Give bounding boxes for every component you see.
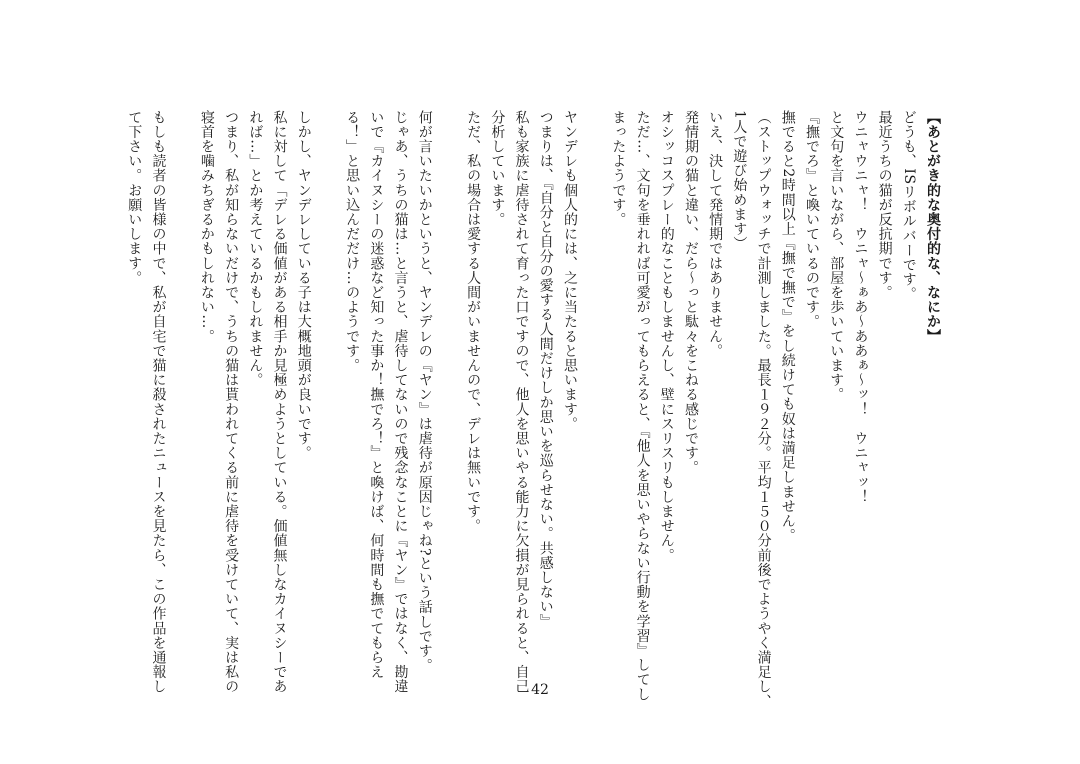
text-line: ただ、私の場合は愛する人間がいませんので、デレは無いです。 bbox=[465, 110, 482, 534]
text-line: もしも読者の皆様の中で、私が自宅で猫に殺されたニュースを見たら、この作品を通報し bbox=[150, 110, 167, 694]
text-line: ヤンデレも個人的には、之に当たると思います。 bbox=[561, 110, 578, 432]
text-line: 何が言いたいかというと、ヤンデレの『ヤン』は虐待が原因じゃね?という話しです。 bbox=[416, 110, 433, 673]
page-number: 42 bbox=[531, 682, 549, 698]
text-line: 最近うちの猫が反抗期です。 bbox=[876, 110, 893, 300]
text-line: ウニャウニャ！ ウニャ～ぁあ～ああぁ～ッ！ ウニャッ！ bbox=[852, 110, 869, 505]
blank-line bbox=[171, 110, 195, 675]
text-line: て下さい。お願いします。 bbox=[126, 110, 143, 286]
text-line: じゃあ、うちの猫は…と言うと、虐待してないので残念なことに『ヤン』ではなく、勘違 bbox=[392, 110, 409, 694]
text-line: と文句を言いながら、部屋を歩いています。 bbox=[828, 110, 845, 402]
text-line: いえ、決して発情期ではありません。 bbox=[707, 110, 724, 359]
text-line: つまりは、『自分と自分の愛する人間だけしか思いを巡らせない。共感しない』 bbox=[537, 110, 554, 629]
text-line: 分析しています。 bbox=[489, 110, 506, 227]
text-line: 『撫でろ』と喚いているのです。 bbox=[803, 110, 820, 329]
text-line: しかし、ヤンデレしている子は大概地頭が良いです。 bbox=[295, 110, 312, 461]
text-line: 寝首を噛みちぎるかもしれない…。 bbox=[198, 110, 215, 344]
afterword-heading: 【あとがき的な奥付的な、なにか】 bbox=[925, 110, 941, 344]
text-line: 発情期の猫と違い、だら～っと駄々をこねる感じです。 bbox=[682, 110, 699, 475]
text-line: る！」と思い込んだだけ…のようです。 bbox=[344, 110, 361, 373]
blank-line bbox=[316, 110, 340, 675]
text-line: まったようです。 bbox=[610, 110, 627, 227]
text-line: つまり、私が知らないだけで、うちの猫は貰われてくる前に虐待を受けていて、実は私の bbox=[223, 110, 240, 694]
text-line: 私に対して「デレる価値がある相手か見極めようとしている。価値無しなカイヌシーであ bbox=[271, 110, 288, 694]
text-line: オシッコスプレー的なこともしませんし、壁にスリスリもしません。 bbox=[658, 110, 675, 563]
text-line: れば…」とか考えているかもしれません。 bbox=[247, 110, 264, 388]
text-line: ただ…、文句を垂れれば可愛がってもらえると、『他人を思いやらない行動を学習』してし bbox=[634, 110, 651, 702]
text-line: （ストップウォッチで計測しました。最長１９２分。平均１５０分前後でようやく満足し、 bbox=[755, 110, 772, 709]
text-line: どうも、ISリボルバーです。 bbox=[900, 110, 917, 302]
text-line: 1人で遊び始めます） bbox=[731, 110, 748, 251]
blank-line bbox=[582, 110, 606, 675]
text-line: 撫でると2時間以上『撫で撫で』をし続けても奴は満足しません。 bbox=[779, 110, 796, 543]
blank-line bbox=[437, 110, 461, 675]
text-line: いで『カイヌシーの迷惑など知った事か！撫でろ！』と喚けば、何時間も撫でてもらえ bbox=[368, 110, 385, 680]
text-line: 私も家族に虐待されて育った口ですので、他人を思いやる能力に欠損が見られると、自己 bbox=[513, 110, 530, 694]
